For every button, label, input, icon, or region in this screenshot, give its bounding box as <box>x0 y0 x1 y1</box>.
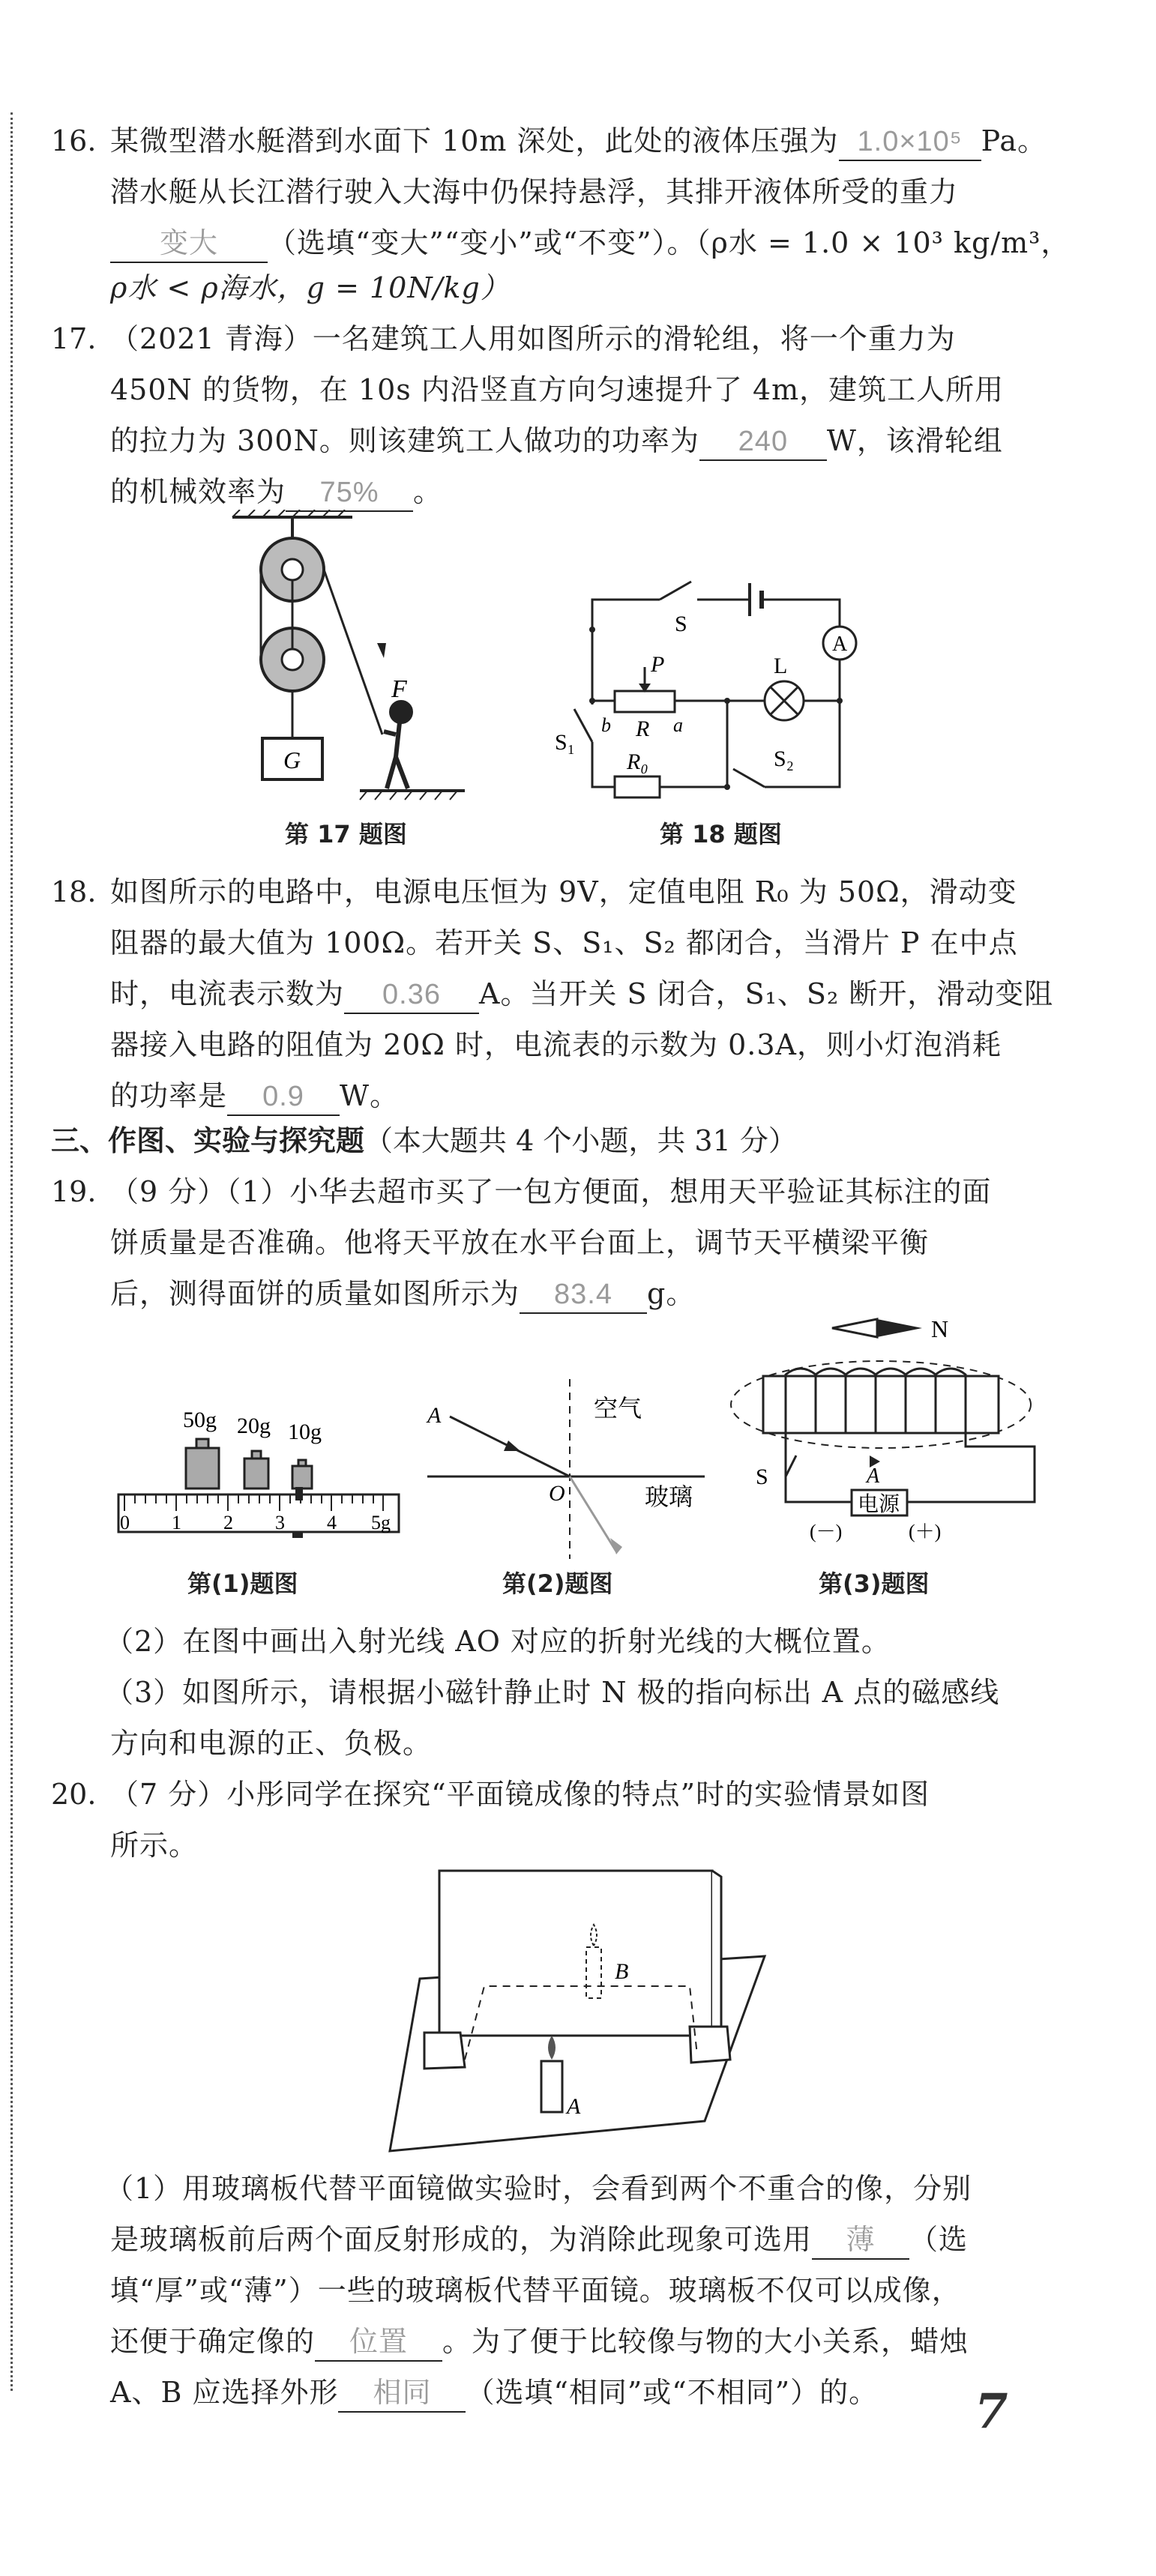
q20-para3: 填“厚”或“薄”）一些的玻璃板代替平面镜。玻璃板不仅可以成像， <box>110 2274 961 2307</box>
label-b: b <box>601 714 611 736</box>
section-3-note: （本大题共 4 个小题，共 31 分） <box>364 1124 797 1157</box>
q19-part2: （2）在图中画出入射光线 AO 对应的折射光线的大概位置。 <box>105 1625 891 1658</box>
page-number: 7 <box>975 2383 1008 2440</box>
fig19-1-caption: 第(1)题图 <box>187 1569 298 1598</box>
q17-line1: （2021 青海）一名建筑工人用如图所示的滑轮组，将一个重力为 <box>110 322 956 355</box>
q18-text: 时，电流表示数为 <box>110 977 345 1010</box>
q17-number: 17. <box>51 322 97 355</box>
q20-para2 <box>110 2221 968 2260</box>
fig20-mirror-setup <box>375 1866 795 2159</box>
q20-answer-thin: 薄 <box>812 2222 909 2260</box>
label-S1: S₁ <box>555 730 576 755</box>
q17-period: 。 <box>413 475 443 508</box>
label-negative: (－) <box>810 1521 843 1542</box>
tick-1: 1 <box>172 1512 181 1533</box>
q18-unit: W。 <box>340 1079 400 1112</box>
label-S: S <box>756 1465 768 1489</box>
q20-para5 <box>110 2374 878 2413</box>
q20-para1: （1）用玻璃板代替平面镜做实验时，会看到两个不重合的像，分别 <box>105 2172 972 2205</box>
q18-answer-current: 0.36 <box>344 977 479 1014</box>
q20-line2: 所示。 <box>110 1829 199 1862</box>
label-air: 空气 <box>594 1395 642 1422</box>
glass-plate <box>439 1871 712 2036</box>
label-L: L <box>774 654 788 678</box>
q18-text-3: 的功率是 <box>110 1079 228 1112</box>
label-R0: R₀ <box>627 749 648 774</box>
q18-line1: 如图所示的电路中，电源电压恒为 9V，定值电阻 R₀ 为 50Ω，滑动变 <box>110 875 1017 908</box>
q18-answer-power: 0.9 <box>227 1079 340 1116</box>
q20-text-2: （选 <box>909 2223 969 2256</box>
rider <box>295 1487 303 1500</box>
q17-line4 <box>110 474 442 512</box>
q17-answer-power: 240 <box>699 423 827 461</box>
q19-part3-line2: 方向和电源的正、负极。 <box>110 1727 433 1760</box>
q18-text-2: A。当开关 S 闭合，S₁、S₂ 断开，滑动变阻 <box>479 977 1054 1010</box>
compass-needle <box>832 1319 877 1337</box>
q18-line5 <box>110 1078 399 1116</box>
q17-line3 <box>110 423 1003 461</box>
binding-dotted-line <box>10 112 13 2391</box>
fig19-3-solenoid <box>720 1297 1050 1559</box>
q16-line4: ρ水 < ρ海水，g = 10N/kg） <box>110 271 510 304</box>
q16-line2: 潜水艇从长江潜行驶入大海中仍保持悬浮，其排开液体所受的重力 <box>110 175 959 208</box>
q20-text-3: 还便于确定像的 <box>110 2325 316 2358</box>
fig17-pulley-diagram <box>217 510 502 802</box>
label-R: R <box>636 717 650 741</box>
section-3-heading <box>51 1123 797 1159</box>
label-N: N <box>931 1315 949 1342</box>
tick-2: 2 <box>223 1512 233 1533</box>
label-power-source: 电源 <box>858 1493 900 1516</box>
fig19-1-balance <box>105 1394 405 1566</box>
fig18-circuit-diagram <box>540 570 870 809</box>
q17-text-2: W，该滑轮组 <box>826 424 1003 457</box>
tick-4: 4 <box>327 1512 337 1533</box>
label-F: F <box>391 675 407 703</box>
q17-text-3: 的机械效率为 <box>110 475 286 508</box>
solenoid-core <box>763 1376 999 1433</box>
q16-number: 16. <box>51 124 97 157</box>
fig19-2-refraction <box>420 1364 720 1559</box>
q16-line3 <box>110 225 1070 263</box>
q20-para4 <box>110 2323 969 2362</box>
refracted-ray <box>570 1476 616 1551</box>
q16-answer-pressure: 1.0×10⁵ <box>839 124 981 161</box>
q20-text: 是玻璃板前后两个面反射形成的，为消除此现象可选用 <box>110 2223 813 2256</box>
weights <box>186 1439 312 1488</box>
fig18-caption: 第 18 题图 <box>660 820 782 848</box>
worker-figure <box>384 702 411 788</box>
weight-10g-label: 10g <box>288 1420 322 1444</box>
q19-unit: g。 <box>647 1277 696 1310</box>
label-glass: 玻璃 <box>645 1483 693 1510</box>
fig19-2-caption: 第(2)题图 <box>502 1569 613 1598</box>
tick-3: 3 <box>275 1512 285 1533</box>
q19-line1: （9 分）（1）小华去超市买了一包方便面，想用天平验证其标注的面 <box>110 1175 992 1208</box>
label-S2: S₂ <box>774 746 795 771</box>
q18-number: 18. <box>51 875 97 908</box>
q20-answer-same: 相同 <box>338 2375 466 2413</box>
q19-answer-mass: 83.4 <box>520 1276 647 1314</box>
tick-0: 0 <box>120 1512 130 1533</box>
q19-line3 <box>110 1276 695 1314</box>
q20-number: 20. <box>51 1778 97 1811</box>
q20-line1: （7 分）小彤同学在探究“平面镜成像的特点”时的实验情景如图 <box>110 1778 930 1811</box>
label-A: A <box>427 1403 442 1428</box>
weight-20g-label: 20g <box>237 1414 271 1438</box>
q16-answer-buoyancy: 变大 <box>110 226 268 263</box>
q16-unit: Pa。 <box>981 124 1047 157</box>
label-a: a <box>673 714 683 736</box>
q20-answer-position: 位置 <box>315 2324 442 2362</box>
section-3-title: 三、作图、实验与探究题 <box>51 1124 365 1157</box>
label-A: A <box>567 2094 581 2119</box>
q16-text-2: （选填“变大”“变小”或“不变”）。（ρ水 = 1.0 × 10³ kg/m³， <box>268 226 1071 259</box>
q19-text: 后，测得面饼的质量如图所示为 <box>110 1277 520 1310</box>
label-B: B <box>615 1959 629 1984</box>
q17-answer-efficiency: 75% <box>286 474 413 512</box>
q16-text: 某微型潜水艇潜到水面下 10m 深处，此处的液体压强为 <box>110 124 839 157</box>
fig17-caption: 第 17 题图 <box>285 820 407 848</box>
weight-50g-label: 50g <box>183 1408 217 1432</box>
label-O: O <box>549 1481 565 1506</box>
q17-line2: 450N 的货物，在 10s 内沿竖直方向匀速提升了 4m，建筑工人所用 <box>110 373 1005 406</box>
candle-A <box>541 2061 562 2112</box>
label-S: S <box>675 612 687 636</box>
q17-text: 的拉力为 300N。则该建筑工人做功的功率为 <box>110 424 699 457</box>
q16-line1 <box>110 123 1047 161</box>
q20-text-6: （选填“相同”或“不相同”）的。 <box>466 2376 879 2409</box>
q18-line2: 阻器的最大值为 100Ω。若开关 S、S₁、S₂ 都闭合，当滑片 P 在中点 <box>110 926 1018 959</box>
q19-part3-line1: （3）如图所示，请根据小磁针静止时 N 极的指向标出 A 点的磁感线 <box>105 1676 1000 1709</box>
q20-text-5: A、B 应选择外形 <box>110 2376 339 2409</box>
q18-line3 <box>110 976 1053 1014</box>
label-ammeter-A: A <box>832 633 848 656</box>
label-positive: (＋) <box>909 1521 942 1542</box>
fig19-3-caption: 第(3)题图 <box>819 1569 930 1598</box>
q19-line2: 饼质量是否准确。他将天平放在水平台面上，调节天平横梁平衡 <box>110 1226 930 1259</box>
label-A-point: A <box>867 1465 880 1488</box>
q18-line4: 器接入电路的阻值为 20Ω 时，电流表的示数为 0.3A，则小灯泡消耗 <box>110 1028 1002 1061</box>
label-G: G <box>283 746 301 773</box>
q19-number: 19. <box>51 1175 97 1208</box>
tick-5g: 5g <box>371 1512 391 1533</box>
q20-text-4: 。为了便于比较像与物的大小关系，蜡烛 <box>442 2325 969 2358</box>
label-P: P <box>651 652 665 677</box>
